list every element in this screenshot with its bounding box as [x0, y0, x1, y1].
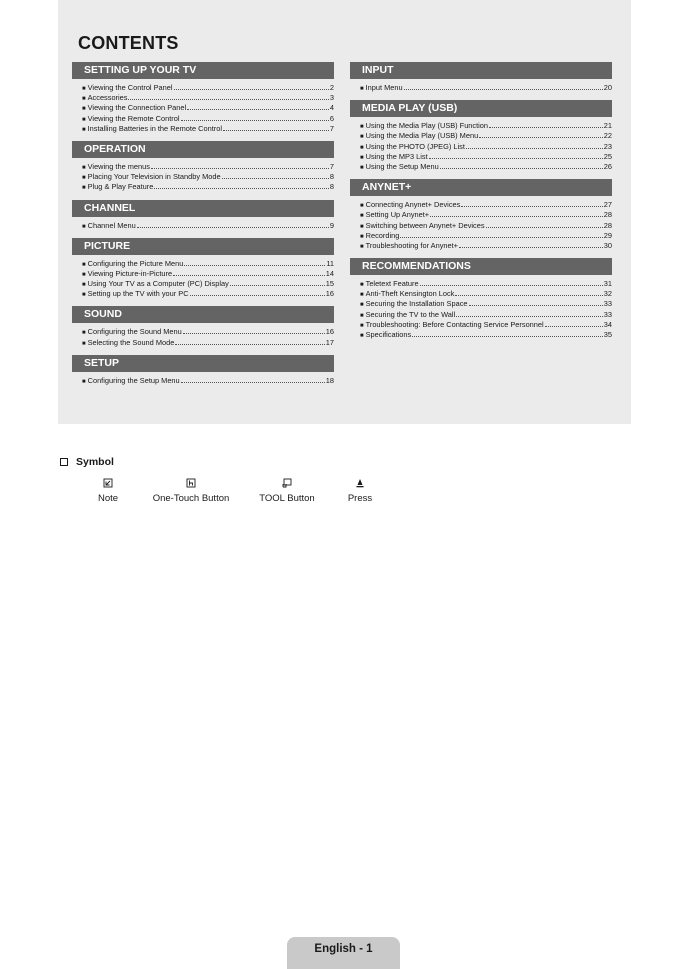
toc-entry	[360, 289, 612, 299]
square-bullet-icon: ■	[360, 243, 364, 250]
toc-entry	[360, 241, 612, 251]
square-bullet-icon: ■	[360, 154, 364, 161]
toc-entry	[360, 221, 612, 231]
dot-leader	[400, 237, 602, 238]
dot-leader	[184, 265, 325, 266]
dot-leader	[181, 120, 329, 121]
toc-entry	[82, 338, 334, 348]
toc-entry	[360, 162, 612, 172]
toc-entry-label: Using the MP3 List	[365, 151, 428, 161]
toc-section	[72, 238, 334, 300]
dot-leader	[459, 247, 603, 248]
toc-entry-page: 33	[603, 309, 612, 319]
dot-leader	[429, 158, 603, 159]
toc-entry-label: Input Menu	[365, 83, 403, 92]
symbol-label: Note	[97, 493, 119, 504]
square-bullet-icon: ■	[82, 116, 86, 123]
toc-entry	[360, 131, 612, 141]
checkbox-icon	[60, 458, 68, 466]
toc-entry-label: Using the Media Play (USB) Function	[365, 121, 489, 131]
square-bullet-icon: ■	[360, 312, 364, 319]
symbol-tool	[254, 478, 320, 504]
left-column	[72, 62, 334, 393]
toc-entry-label: Accessories	[87, 93, 128, 103]
toc-section	[72, 200, 334, 231]
toc-entry	[360, 142, 612, 152]
one-touch-button-icon	[148, 478, 234, 488]
toc-entry-label: Viewing the Remote Control	[87, 113, 180, 123]
dot-leader	[466, 148, 603, 149]
toc-entry-list	[72, 259, 334, 300]
toc-entry-page: 30	[603, 240, 612, 250]
toc-entry-label: Viewing the menus	[87, 161, 150, 171]
toc-entry-page: 32	[603, 289, 612, 299]
dot-leader	[173, 275, 325, 276]
square-bullet-icon: ■	[82, 96, 86, 103]
toc-entry-list	[72, 83, 334, 134]
toc-entry	[82, 289, 334, 299]
section-header: PICTURE	[72, 238, 334, 255]
toc-entry-label: Configuring the Sound Menu	[87, 327, 182, 337]
section-header: RECOMMENDATIONS	[350, 258, 612, 275]
toc-entry	[82, 269, 334, 279]
toc-entry-label: Selecting the Sound Mode	[87, 337, 175, 347]
toc-entry	[360, 310, 612, 320]
dot-leader	[154, 188, 329, 189]
toc-entry	[360, 210, 612, 220]
section-header: OPERATION	[72, 141, 334, 158]
toc-entry-label: Anti-Theft Kensington Lock	[365, 289, 455, 299]
symbol-label: TOOL Button	[259, 493, 315, 504]
toc-entry-page: 14	[325, 268, 334, 278]
dot-leader	[412, 336, 603, 337]
toc-entry	[82, 221, 334, 231]
square-bullet-icon: ■	[82, 223, 86, 230]
square-bullet-icon: ■	[82, 164, 86, 171]
square-bullet-icon: ■	[82, 185, 86, 192]
toc-entry	[82, 376, 334, 386]
section-header: SOUND	[72, 306, 334, 323]
square-bullet-icon: ■	[82, 282, 86, 289]
toc-entry-page: 35	[603, 330, 612, 339]
symbol-label: One-Touch Button	[152, 493, 230, 504]
toc-entry	[360, 152, 612, 162]
toc-entry-page: 27	[603, 200, 612, 210]
symbol-heading	[60, 456, 114, 468]
toc-entry-page: 25	[603, 151, 612, 161]
toc-entry-page: 16	[325, 289, 334, 299]
toc-entry-page: 18	[325, 375, 334, 385]
dot-leader	[137, 227, 329, 228]
toc-entry-label: Troubleshooting: Before Contacting Service Personnel	[365, 319, 544, 329]
note-icon	[88, 478, 128, 488]
toc-entry	[360, 121, 612, 131]
dot-leader	[469, 305, 603, 306]
square-bullet-icon: ■	[82, 292, 86, 299]
toc-entry-label: Using the Media Play (USB) Menu	[365, 131, 479, 141]
toc-entry-list	[72, 162, 334, 193]
toc-entry-label: Connecting Anynet+ Devices	[365, 200, 461, 210]
toc-section	[350, 62, 612, 93]
toc-section	[72, 355, 334, 386]
toc-entry-page: 26	[603, 161, 612, 171]
toc-entry-list	[350, 121, 612, 172]
toc-entry-label: Channel Menu	[87, 220, 136, 230]
toc-entry	[82, 114, 334, 124]
square-bullet-icon: ■	[360, 124, 364, 131]
toc-entry-page: 31	[603, 279, 612, 289]
symbol-one-touch	[148, 478, 234, 504]
toc-section	[350, 100, 612, 172]
toc-section	[350, 258, 612, 340]
symbol-press	[340, 478, 380, 504]
toc-entry-label: Viewing the Control Panel	[87, 83, 173, 92]
toc-entry-page: 21	[603, 121, 612, 131]
toc-entry-page: 28	[603, 220, 612, 230]
dot-leader	[456, 316, 603, 317]
square-bullet-icon: ■	[360, 144, 364, 151]
square-bullet-icon: ■	[82, 340, 86, 347]
dot-leader	[479, 137, 603, 138]
toc-entry	[82, 83, 334, 93]
toc-entry-label: Securing the TV to the Wall	[365, 309, 456, 319]
square-bullet-icon: ■	[360, 134, 364, 141]
dot-leader	[190, 295, 325, 296]
toc-entry-label: Viewing Picture-in-Picture	[87, 268, 173, 278]
toc-entry	[82, 172, 334, 182]
toc-entry-list	[350, 279, 612, 340]
page-title: CONTENTS	[78, 33, 179, 53]
toc-entry	[82, 259, 334, 269]
toc-entry-page: 3	[329, 93, 334, 103]
dot-leader	[151, 168, 329, 169]
toc-entry-label: Setting up the TV with your PC	[87, 289, 189, 299]
toc-entry-list	[350, 83, 612, 93]
dot-leader	[489, 127, 603, 128]
toc-entry-page: 29	[603, 230, 612, 240]
symbol-label: Press	[347, 493, 373, 504]
toc-section	[72, 306, 334, 347]
section-header: INPUT	[350, 62, 612, 79]
dot-leader	[175, 344, 324, 345]
dot-leader	[174, 89, 329, 90]
toc-entry-list	[72, 221, 334, 231]
toc-entry-page: 28	[603, 210, 612, 220]
toc-entry-page: 4	[329, 103, 334, 113]
dot-leader	[404, 89, 603, 90]
page-number-tab	[287, 937, 400, 969]
square-bullet-icon: ■	[82, 261, 86, 268]
square-bullet-icon: ■	[82, 126, 86, 133]
toc-entry-label: Switching between Anynet+ Devices	[365, 220, 485, 230]
square-bullet-icon: ■	[360, 333, 364, 339]
toc-entry-list	[72, 327, 334, 347]
dot-leader	[181, 382, 325, 383]
toc-entry-page: 16	[325, 327, 334, 337]
dot-leader	[183, 333, 325, 334]
toc-entry-page: 11	[326, 258, 334, 268]
symbol-note	[88, 478, 128, 504]
section-header: MEDIA PLAY (USB)	[350, 100, 612, 117]
square-bullet-icon: ■	[82, 175, 86, 182]
square-bullet-icon: ■	[82, 106, 86, 113]
toc-entry-page: 17	[325, 337, 334, 347]
toc-entry-label: Installing Batteries in the Remote Control	[87, 123, 222, 133]
press-icon	[340, 478, 380, 488]
toc-section	[72, 62, 334, 134]
square-bullet-icon: ■	[360, 282, 364, 289]
toc-entry-page: 34	[603, 319, 612, 329]
toc-entry	[360, 200, 612, 210]
toc-entry-page: 15	[325, 279, 334, 289]
dot-leader	[222, 178, 329, 179]
dot-leader	[455, 295, 602, 296]
toc-entry-label: Teletext Feature	[365, 279, 419, 289]
toc-entry	[82, 279, 334, 289]
toc-entry-page: 7	[329, 123, 334, 133]
toc-entry-label: Configuring the Picture Menu	[87, 258, 184, 268]
square-bullet-icon: ■	[360, 292, 364, 299]
toc-entry-label: Viewing the Connection Panel	[87, 103, 187, 113]
toc-entry-page: 2	[329, 83, 334, 92]
toc-entry	[360, 330, 612, 340]
square-bullet-icon: ■	[360, 203, 364, 210]
dot-leader	[128, 99, 328, 100]
dot-leader	[223, 130, 329, 131]
square-bullet-icon: ■	[360, 86, 364, 92]
toc-entry-page: 9	[329, 220, 334, 230]
square-bullet-icon: ■	[82, 86, 86, 92]
square-bullet-icon: ■	[360, 302, 364, 309]
toc-entry-page: 33	[603, 299, 612, 309]
toc-section	[72, 141, 334, 193]
toc-entry	[82, 124, 334, 134]
toc-entry	[82, 182, 334, 192]
dot-leader	[486, 227, 603, 228]
toc-entry-label: Setting Up Anynet+	[365, 210, 430, 220]
dot-leader	[461, 206, 602, 207]
toc-entry	[360, 83, 612, 93]
toc-entry-page: 20	[603, 83, 612, 92]
page-number-label: English - 1	[314, 943, 373, 955]
toc-entry-page: 8	[329, 182, 334, 192]
toc-entry	[82, 93, 334, 103]
right-column	[350, 62, 612, 347]
toc-entry-label: Securing the Installation Space	[365, 299, 468, 309]
toc-entry	[82, 327, 334, 337]
dot-leader	[420, 285, 603, 286]
tool-button-icon	[254, 478, 320, 488]
toc-entry-label: Specifications	[365, 330, 412, 339]
square-bullet-icon: ■	[360, 213, 364, 220]
dot-leader	[440, 168, 603, 169]
square-bullet-icon: ■	[360, 223, 364, 230]
toc-entry	[360, 279, 612, 289]
toc-entry-list	[350, 200, 612, 251]
toc-entry-label: Using the PHOTO (JPEG) List	[365, 141, 465, 151]
toc-entry-label: Using Your TV as a Computer (PC) Display	[87, 279, 229, 289]
toc-entry-label: Recording	[365, 230, 400, 240]
section-header: CHANNEL	[72, 200, 334, 217]
toc-entry-list	[72, 376, 334, 386]
toc-section	[350, 179, 612, 251]
toc-entry-label: Troubleshooting for Anynet+	[365, 240, 458, 250]
toc-entry	[82, 103, 334, 113]
section-header: SETTING UP YOUR TV	[72, 62, 334, 79]
section-header: SETUP	[72, 355, 334, 372]
toc-entry-page: 22	[603, 131, 612, 141]
toc-entry-page: 23	[603, 141, 612, 151]
section-header: ANYNET+	[350, 179, 612, 196]
toc-entry-label: Using the Setup Menu	[365, 161, 439, 171]
toc-entry-page: 8	[329, 172, 334, 182]
toc-entry	[360, 299, 612, 309]
toc-entry-page: 7	[329, 161, 334, 171]
square-bullet-icon: ■	[82, 271, 86, 278]
toc-entry-label: Plug & Play Feature	[87, 182, 154, 192]
square-bullet-icon: ■	[82, 378, 86, 385]
toc-entry	[82, 162, 334, 172]
square-bullet-icon: ■	[360, 164, 364, 171]
dot-leader	[187, 109, 329, 110]
dot-leader	[430, 216, 603, 217]
square-bullet-icon: ■	[82, 330, 86, 337]
toc-entry-label: Placing Your Television in Standby Mode	[87, 172, 221, 182]
square-bullet-icon: ■	[360, 322, 364, 329]
square-bullet-icon: ■	[360, 233, 364, 240]
toc-entry-label: Configuring the Setup Menu	[87, 375, 180, 385]
contents-panel	[58, 0, 631, 424]
toc-entry-page: 6	[329, 113, 334, 123]
dot-leader	[545, 326, 603, 327]
toc-entry	[360, 231, 612, 241]
symbol-heading-label: Symbol	[76, 456, 114, 468]
toc-entry	[360, 320, 612, 330]
dot-leader	[230, 285, 325, 286]
